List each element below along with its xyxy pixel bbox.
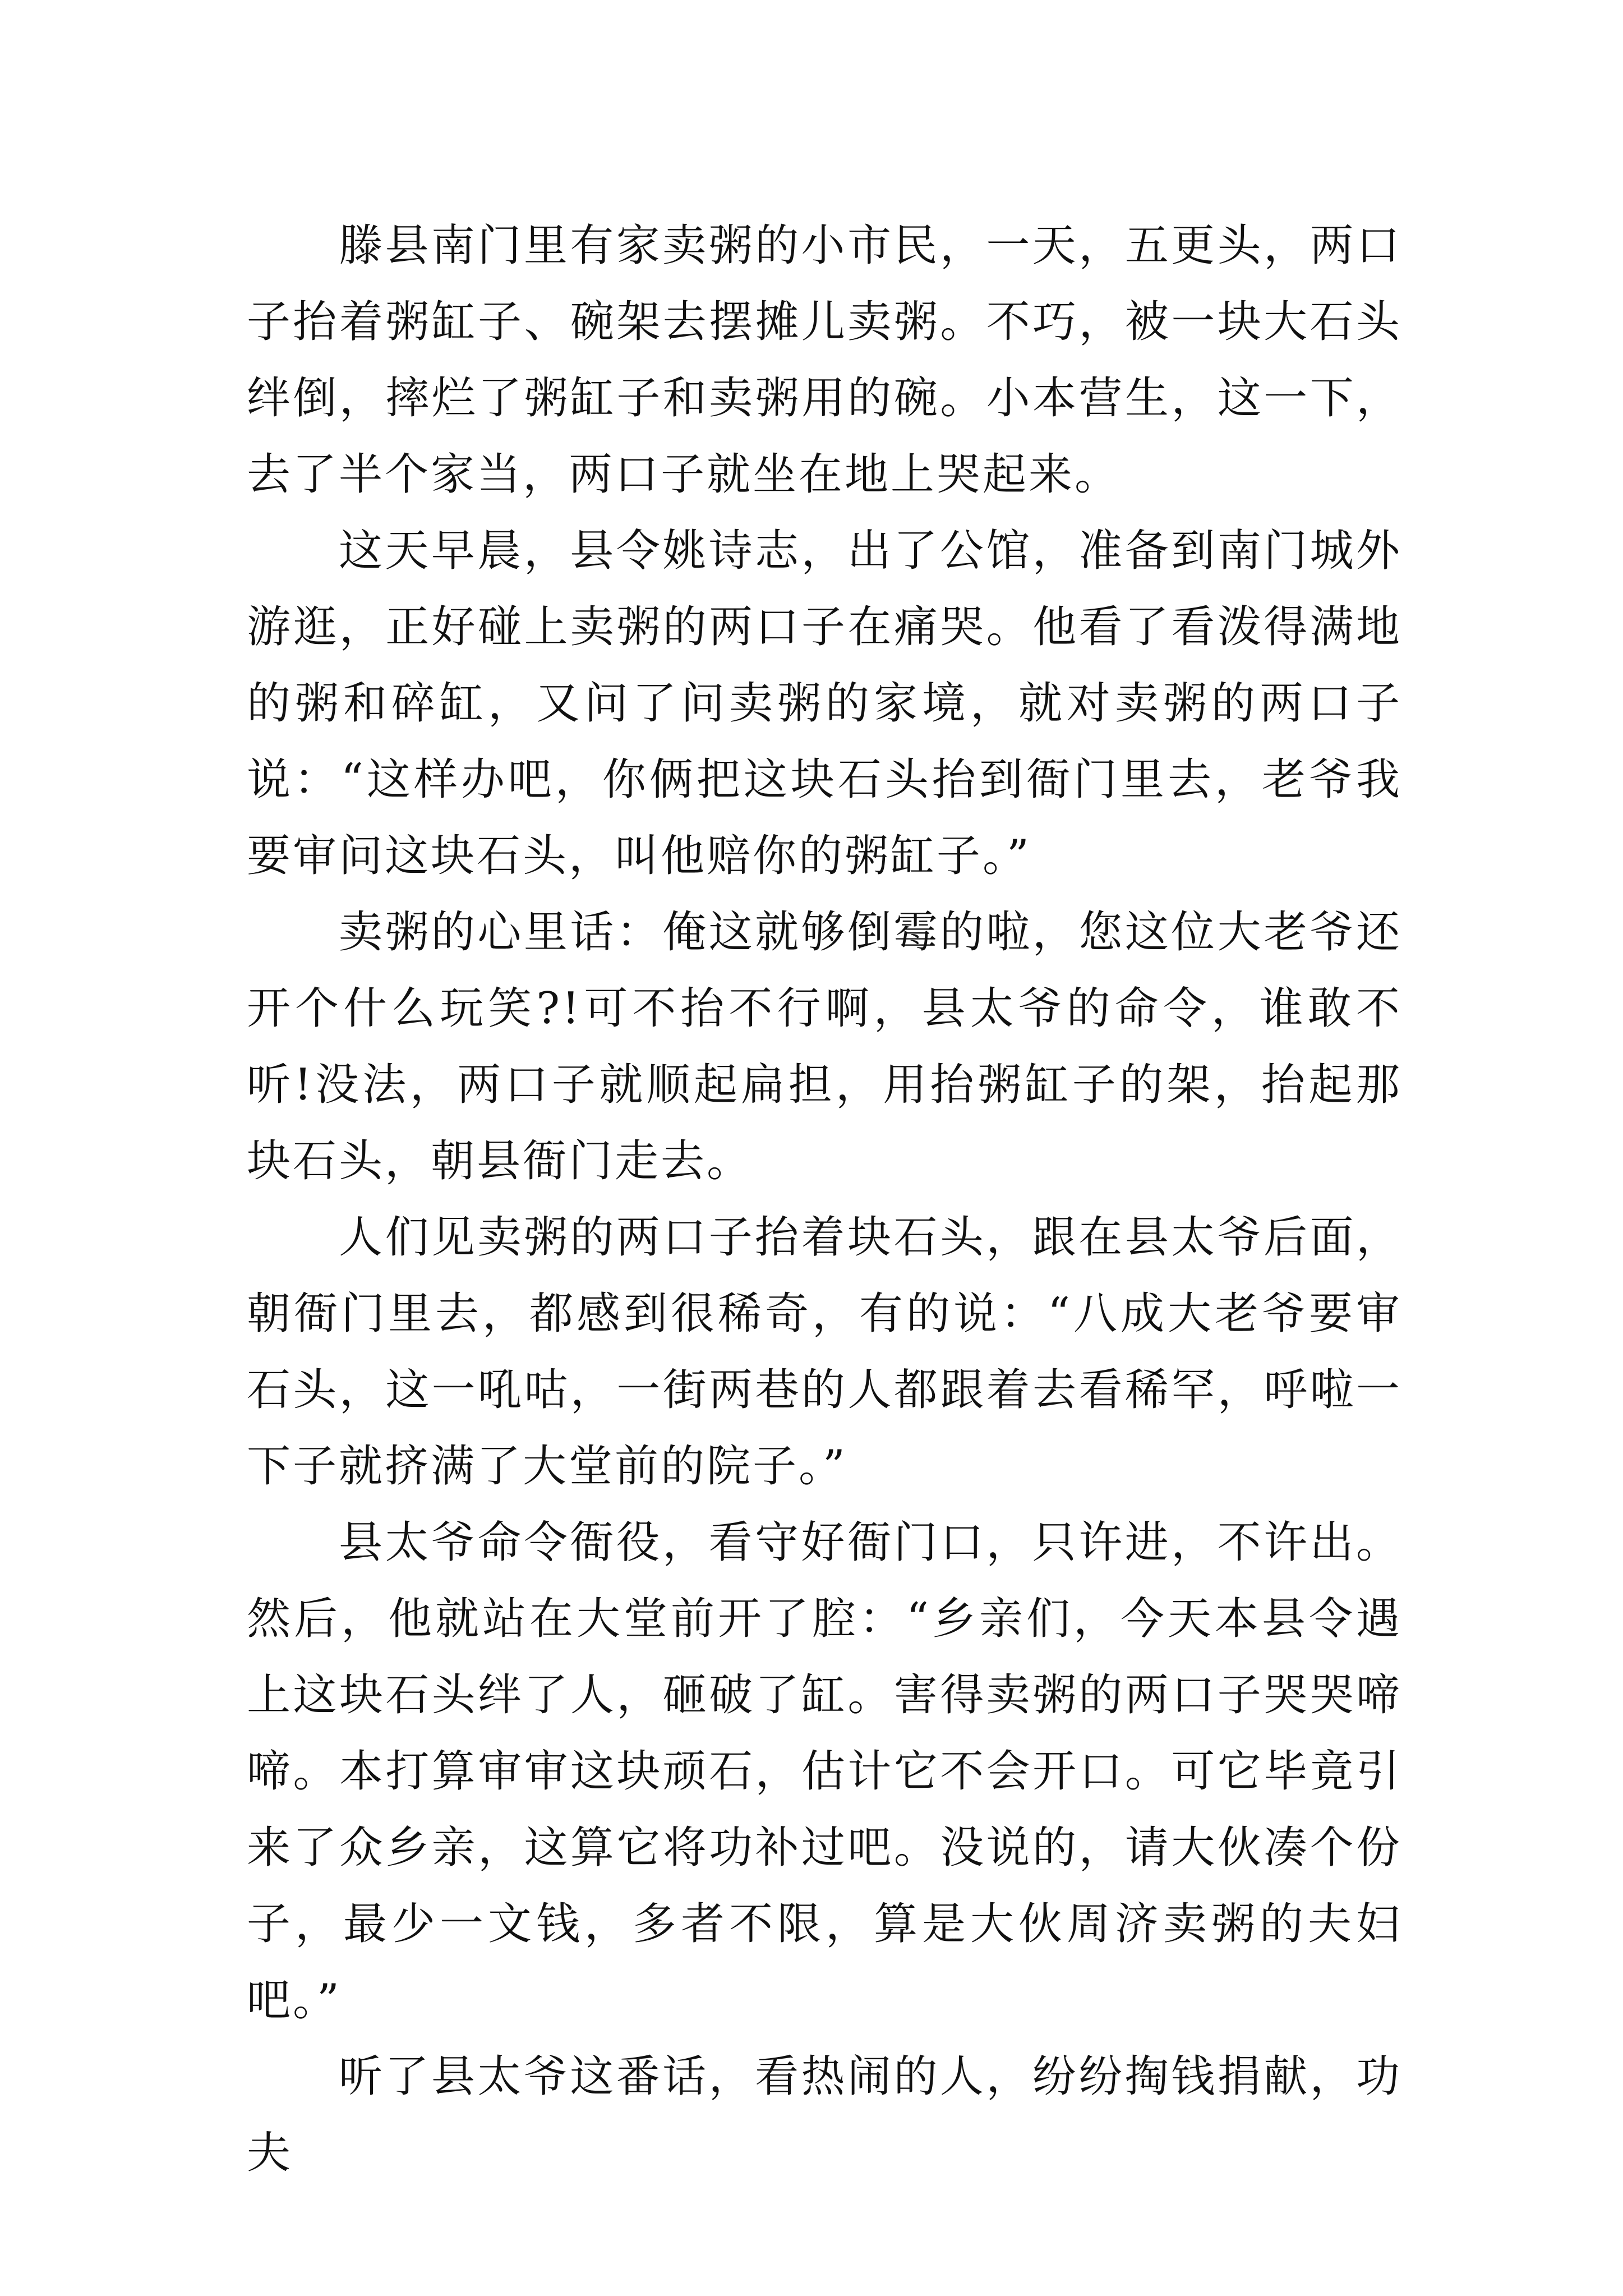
paragraph-4: 人们见卖粥的两口子抬着块石头，跟在县太爷后面，朝衙门里去，都感到很稀奇，有的说：“八成大老爷要审石头，这一吼咕，一街两巷的人都跟着去看稀罕，呼啦一下子就挤满了大堂前的院子。” <box>247 1212 1402 1492</box>
paragraph-6: 听了县太爷这番话，看热闹的人，纷纷掏钱捐献，功夫 <box>247 2051 1402 2178</box>
paragraph-1: 滕县南门里有家卖粥的小市民，一天，五更头，两口子抬着粥缸子、碗架去摆摊儿卖粥。不巧，被一块大石头绊倒，摔烂了粥缸子和卖粥用的碗。小本营生，这一下，去了半个家当，两口子就坐在地上哭起来。 <box>247 220 1402 500</box>
paragraph-2: 这天早晨，县令姚诗志，出了公馆，准备到南门城外游逛，正好碰上卖粥的两口子在痛哭。他看了看泼得满地的粥和碎缸，又问了问卖粥的家境，就对卖粥的两口子说：“这样办吧，你俩把这块石头抬到衙门里去，老爷我要审问这块石头，叫他赔你的粥缸子。” <box>247 526 1402 881</box>
paragraph-5: 县太爷命令衙役，看守好衙门口，只许进，不许出。然后，他就站在大堂前开了腔：“乡亲们，今天本县令遇上这块石头绊了人，砸破了缸。害得卖粥的两口子哭哭啼啼。本打算审审这块顽石，估计它不会开口。可它毕竟引来了众乡亲，这算它将功补过吧。没说的，请大伙凑个份子，最少一文钱，多者不限，算是大伙周济卖粥的夫妇吧。” <box>247 1517 1402 2026</box>
body-text <box>247 208 1402 2191</box>
paragraph-3: 卖粥的心里话：俺这就够倒霉的啦，您这位大老爷还开个什么玩笑?!可不抬不行啊，县太爷的命令，谁敢不听!没法，两口子就顺起扁担，用抬粥缸子的架，抬起那块石头，朝县衙门走去。 <box>247 907 1402 1186</box>
